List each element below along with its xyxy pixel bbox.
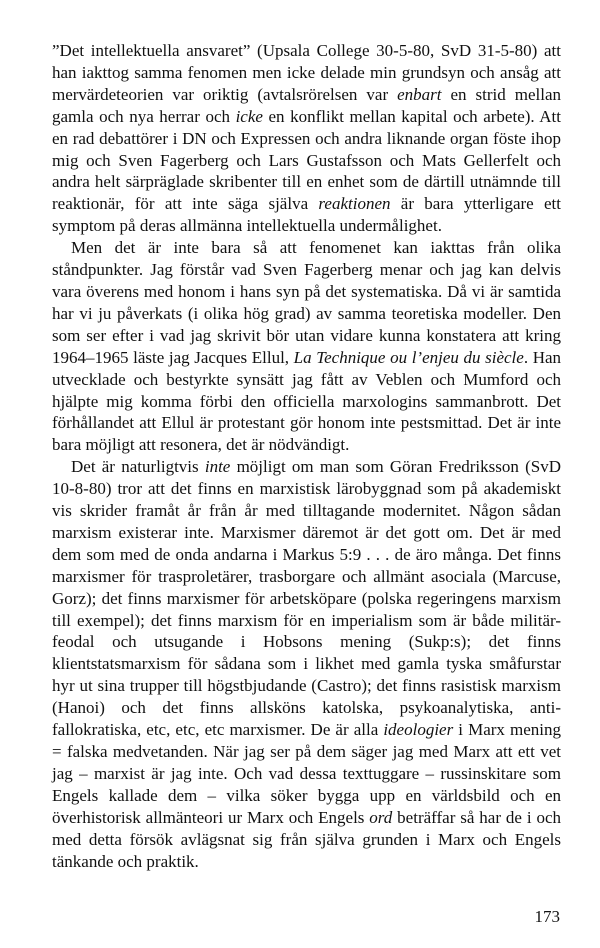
emphasis-run: reaktionen: [318, 194, 391, 214]
paragraph-3: [52, 456, 561, 872]
text-run: i Marx mening = falska medvetanden. När jag ser på dem säger jag med Marx att ett vet jag – marxist är jag inte. Och vad dessa texttuggare – russinskitare som Engels kallade dem – vilka söker bygga upp en världsbild och en överhistorisk allmänteori ur Marx och Engels: [52, 720, 561, 827]
text-run: . Han utvecklade och bestyrkte synsätt jag fått av Veblen och Mumford och hjälpte mig komma förbi den officiella marxologins sammanbrott. Det förhållandet att Ellul är protestant gör honom inte pestsmittad. Det är inte bara möjligt att resonera, det är nödvändigt.: [52, 347, 562, 455]
text-run: Det är naturligtvis: [71, 457, 205, 477]
text-run: en konflikt mellan kapital och arbete). Att en rad debattörer i DN och Expressen och andra liknande organ föste ihop mig och Sven Fagerberg och Lars Gustafsson och Mats Gellerfelt och andra helt särpräglade skribenter till en enhet som de därtill utnämnde till reaktionär, för att inte säga själva: [52, 106, 561, 214]
emphasis-run: La Technique ou l’enjeu du siècle: [293, 347, 524, 367]
emphasis-run: ideologier: [383, 720, 454, 740]
text-run: en strid mellan gamla och nya herrar och: [52, 84, 561, 126]
text-run: Men det är inte bara så att fenomenet kan iakttas från olika ståndpunkter. Jag förstår vad Sven Fagerberg menar och jag kan delvis vara överens med honom i hans syn på det systematiska. Då vi är samtida har vi ju påverkats (i olika hög grad) av samma teoretiska modeller. Den som ser efter i vad jag skrivit bör utan vidare kunna konstatera att kring 1964–1965 läste jag Jacques Ellul,: [52, 238, 561, 367]
emphasis-run: inte: [204, 457, 231, 477]
page-number: 173: [534, 907, 560, 926]
text-run: möjligt om man som Göran Fredriksson (SvD 10-8-80) tror att det finns en marxistisk lärobyggnad som på akademiskt vis skrider framåt år från år med tilltagande modernitet. Någon sådan marxism existerar inte. Marxismer däremot är det gott om. Det är med dem som med de onda andarna i Markus 5:9 . . . de äro många. Det finns marxismer för trasproletärer, trasborgare och allmänt asociala (Marcuse, Gorz); det finns marxismer för arbetsköpare (polska regeringens marxism till exempel); det finns marxism för en imperialism som är både militär-feodal och utsugande i Hobsons mening (Sukp:s); det finns klientstatsmarxism för sådana som i likhet med gamla tyska småfurstar hyr ut sina trupper till högstbjudande (Castro); det finns rasistisk marxism (Hanoi) och det finns allsköns katolska, psykoanalytiska, anti-fallokratiska, etc, etc, etc marxismer. De är alla: [52, 457, 561, 740]
text-run: ”Det intellektuella ansvaret” (Upsala College 30-5-80, SvD 31-5-80) att han iakttog samma fenomen men icke delade min grundsyn och ansåg att mervärdeteorien var oriktig (avtalsrörelsen var: [52, 41, 561, 104]
text-run: beträffar så har de i och med detta försök avlägsnat sig från själva grunden i Marx och Engels tänkande och praktik.: [52, 807, 561, 871]
emphasis-run: ord: [369, 807, 393, 827]
emphasis-run: icke: [235, 106, 263, 126]
body-text: [52, 40, 561, 872]
paragraph-1: [52, 40, 561, 237]
text-run: är bara ytterligare ett symptom på deras allmänna intellektuella undermålighet.: [52, 194, 561, 236]
paragraph-2: [52, 237, 561, 456]
emphasis-run: enbart: [397, 84, 442, 104]
